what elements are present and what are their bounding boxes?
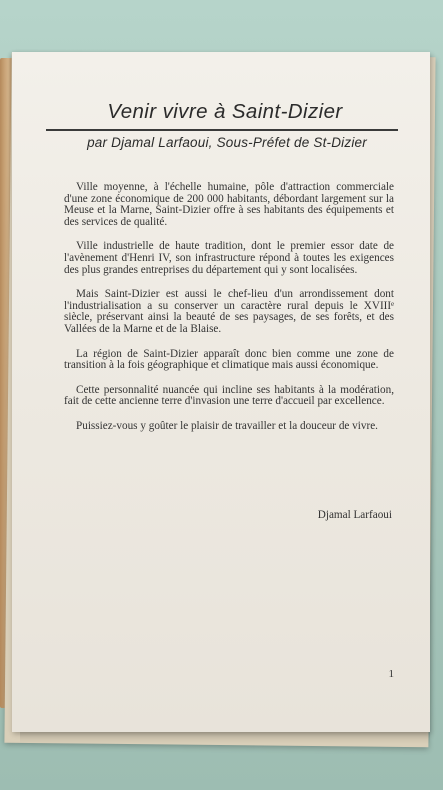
paragraph-1: Ville moyenne, à l'échelle humaine, pôle d'attraction commerciale d'une zone économique de 200 000 habitants, débordant largement sur la Meuse et la Marne, Saint-Dizier offre à ses habitants des équipements et des services de qualité. [64, 181, 394, 228]
paragraph-6: Puissiez-vous y goûter le plaisir de travailler et la douceur de vivre. [76, 419, 378, 432]
author-byline: par Djamal Larfaoui, Sous-Préfet de St-Dizier [87, 135, 367, 150]
title-underline [46, 129, 398, 131]
page-title: Venir vivre à Saint-Dizier [107, 100, 343, 123]
body-text [64, 182, 394, 446]
signature: Djamal Larfaoui [317, 509, 392, 521]
paragraph-5: Cette personnalité nuancée qui incline ses habitants à la modération, fait de cette ancienne terre d'invasion une terre d'accueil par excellence. [64, 383, 394, 408]
page-number: 1 [388, 668, 394, 680]
page-shadow [20, 732, 430, 744]
paragraph-2: Ville industrielle de haute tradition, dont le premier essor date de l'avènement d'Henri IV, son infrastructure répond à toutes les exigences des plus grandes entreprises du département qui y sont localisées. [64, 240, 394, 276]
document-page [12, 52, 430, 732]
paragraph-4: La région de Saint-Dizier apparaît donc bien comme une zone de transition à la fois géographique et climatique mais aussi économique. [64, 347, 394, 372]
paragraph-3: Mais Saint-Dizier est aussi le chef-lieu d'un arrondissement dont l'industrialisation a su conserver un caractère rural depuis le XVIIIᵉ siècle, préservant ainsi la beauté de ses paysages, de ses forêts, et des Vallées de la Marne et de la Blaise. [64, 288, 394, 335]
